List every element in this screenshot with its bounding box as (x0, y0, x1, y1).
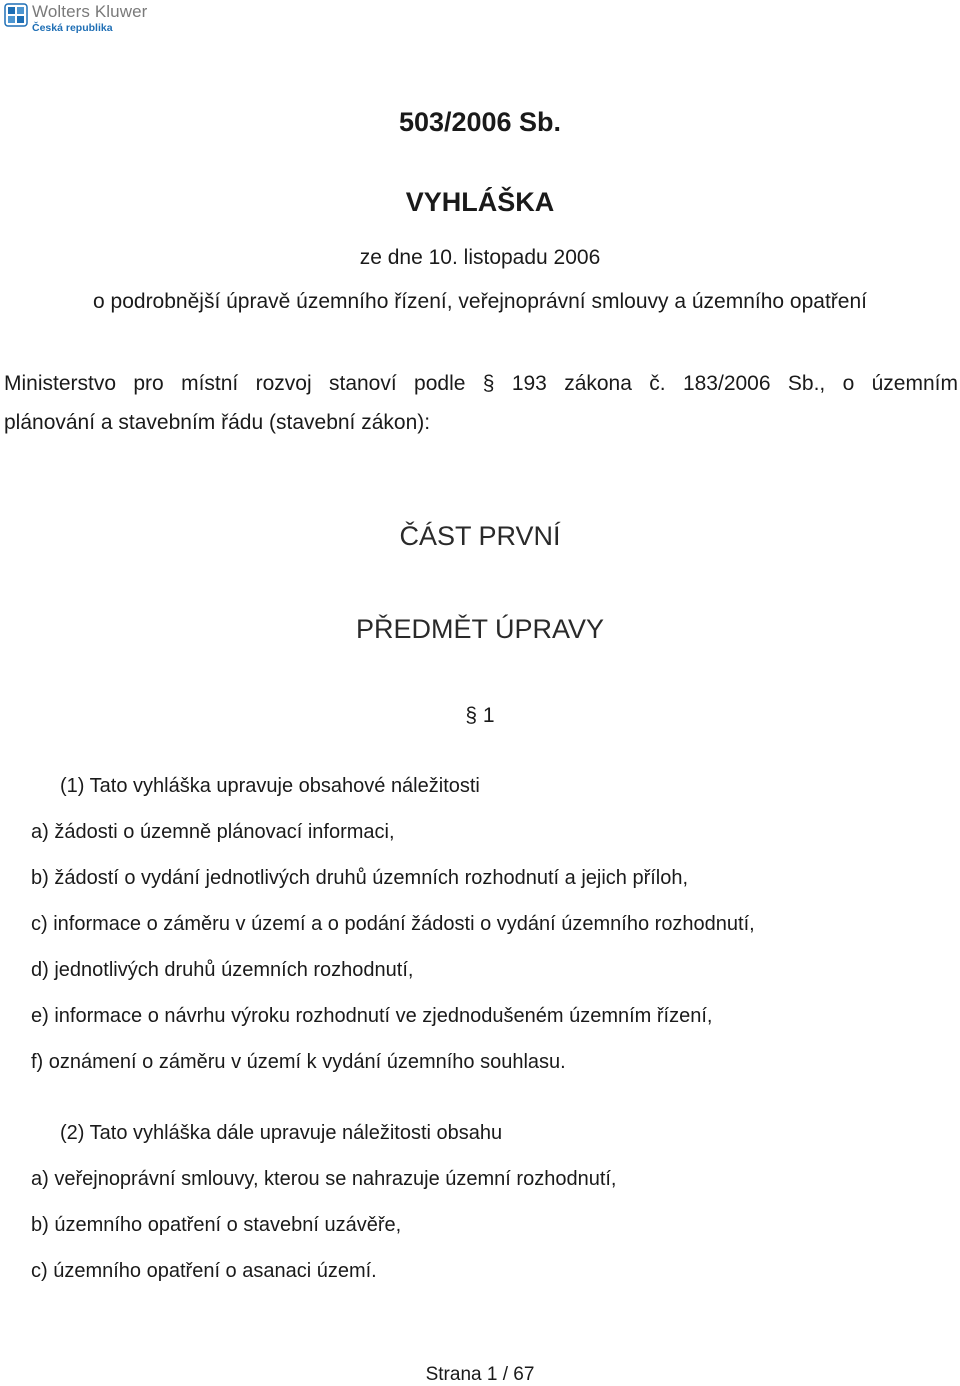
preamble-word: § (482, 372, 495, 395)
preamble-word: podle (414, 372, 466, 395)
part-subject: PŘEDMĚT ÚPRAVY (355, 614, 605, 644)
preamble-word: rozvoj (255, 372, 312, 395)
preamble-line-1 (4, 372, 958, 396)
paragraph-2-item: c) územního opatření o asanaci území. (31, 1260, 377, 1282)
paragraph-2-item: b) územního opatření o stavební uzávěře, (31, 1214, 402, 1236)
preamble-word: 193 (511, 372, 547, 395)
paragraph-1-item: d) jednotlivých druhů územních rozhodnutí, (31, 959, 414, 981)
preamble-word: Ministerstvo (4, 372, 117, 395)
paragraph-2-item: a) veřejnoprávní smlouvy, kterou se nahrazuje územní rozhodnutí, (31, 1168, 617, 1190)
preamble-word: Sb., (787, 372, 826, 395)
publisher-logo (4, 3, 147, 34)
document-date: ze dne 10. listopadu 2006 (359, 246, 601, 269)
preamble-word: stanoví (328, 372, 397, 395)
document-number: 503/2006 Sb. (398, 107, 562, 137)
preamble-line-2: plánování a stavebním řádu (stavební zákon): (4, 411, 431, 434)
section-heading: § 1 (465, 704, 495, 727)
paragraph-1-item: a) žádosti o územně plánovací informaci, (31, 821, 395, 843)
brand-name: Wolters Kluwer (32, 2, 148, 21)
paragraph-2-intro: (2) Tato vyhláška dále upravuje náležitosti obsahu (60, 1122, 503, 1144)
preamble-word: zákona (564, 372, 632, 395)
brand-region: Česká republika (32, 22, 113, 34)
paragraph-1-intro: (1) Tato vyhláška upravuje obsahové náležitosti (60, 775, 480, 797)
preamble-word: č. (649, 372, 666, 395)
paragraph-1-item: e) informace o návrhu výroku rozhodnutí ve zjednodušeném územním řízení, (31, 1005, 713, 1027)
paragraph-1-item: c) informace o záměru v území a o podání žádosti o vydání územního rozhodnutí, (31, 913, 755, 935)
preamble-word: územním (871, 372, 958, 395)
preamble-word: místní (181, 372, 239, 395)
paragraph-1-item: f) oznámení o záměru v území k vydání územního souhlasu. (31, 1051, 566, 1073)
document-subject: o podrobnější úpravě územního řízení, veřejnoprávní smlouvy a územního opatření (93, 290, 867, 313)
preamble-word: o (842, 372, 855, 395)
paragraph-1-item: b) žádostí o vydání jednotlivých druhů územních rozhodnutí a jejich příloh, (31, 867, 689, 889)
preamble-word: pro (133, 372, 164, 395)
logo-text (32, 3, 147, 34)
page-number: Strana 1 / 67 (425, 1364, 535, 1385)
document-type: VYHLÁŠKA (405, 187, 555, 217)
preamble-word: 183/2006 (682, 372, 771, 395)
wolters-kluwer-logo-icon (4, 3, 28, 27)
part-title: ČÁST PRVNÍ (399, 521, 561, 551)
